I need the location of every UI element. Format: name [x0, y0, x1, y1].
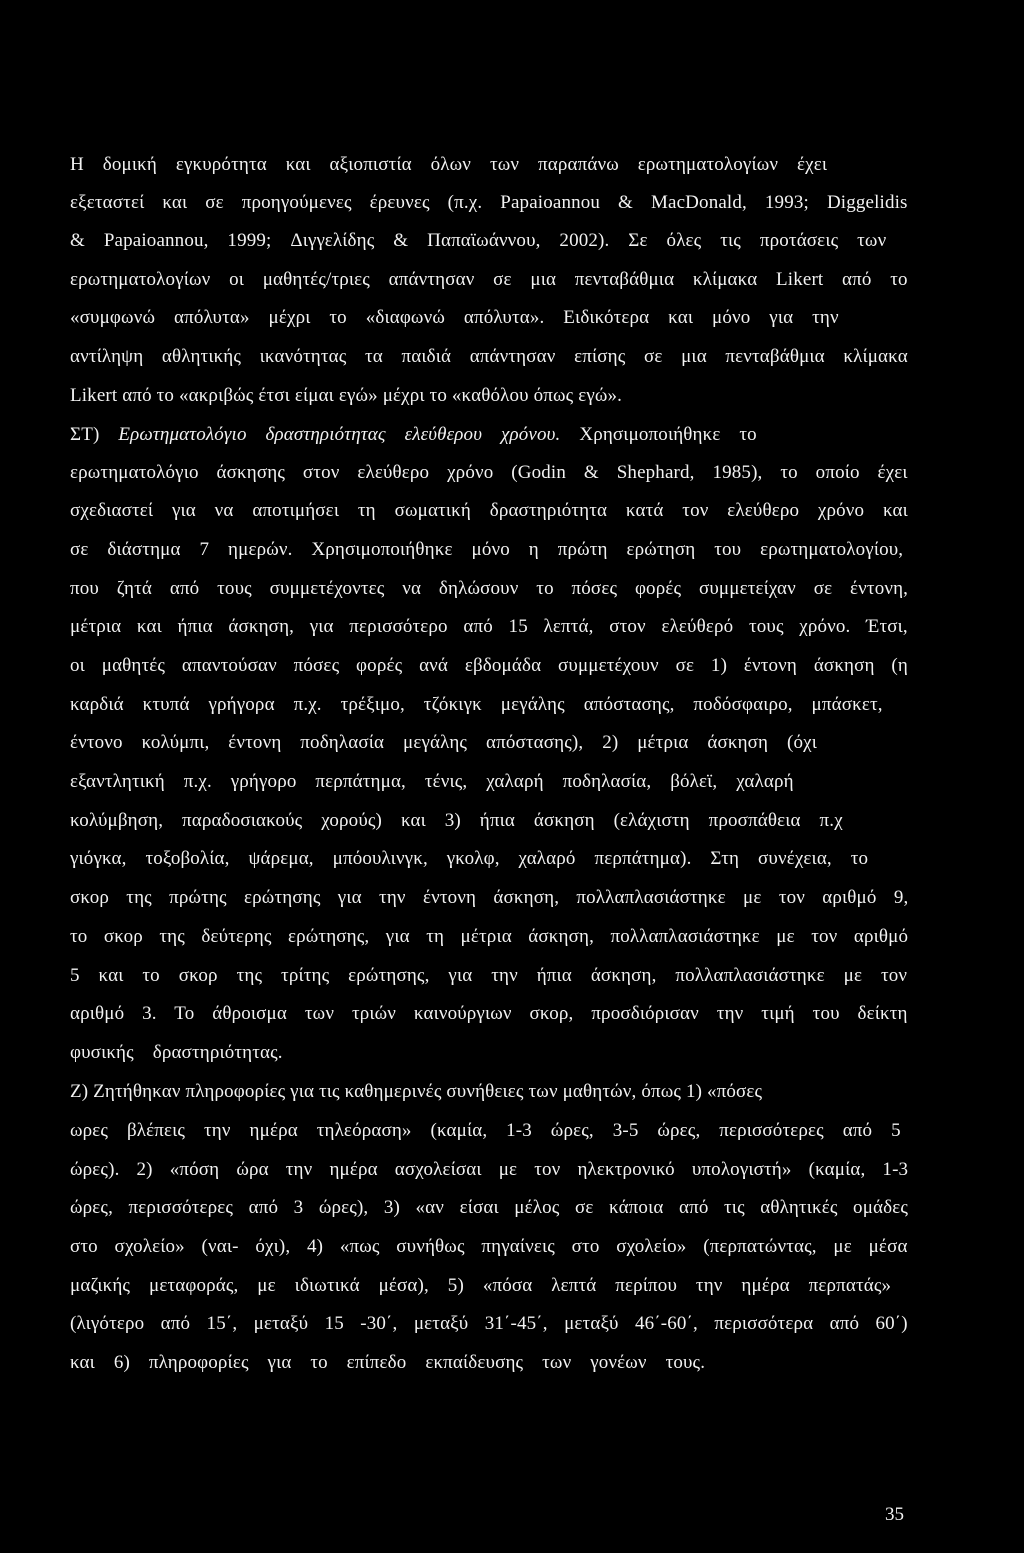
text-line: (λιγότερο από 15΄, μεταξύ 15 -30΄, μεταξύ 31΄-45΄, μεταξύ 46΄-60΄, περισσότερα από 60΄) — [70, 1313, 908, 1334]
text-line: καρδιά κτυπά γρήγορα π.χ. τρέξιμο, τζόκιγκ μεγάλης απόστασης, ποδόσφαιρο, μπάσκετ, — [70, 694, 883, 715]
text-line: κολύμβηση, παραδοσιακούς χορούς) και 3) ήπια άσκηση (ελάχιστη προσπάθεια π.χ — [70, 810, 843, 831]
text-line: «συμφωνώ απόλυτα» μέχρι το «διαφωνώ απόλυτα». Ειδικότερα και μόνο για την — [70, 307, 839, 328]
text-line: σκορ της πρώτης ερώτησης για την έντονη άσκηση, πολλαπλασιάστηκε με τον αριθμό 9, — [70, 887, 909, 908]
text-line: & Papaioannou, 1999; Διγγελίδης & Παπαϊωάννου, 2002). Σε όλες τις προτάσεις των — [70, 230, 887, 251]
text-line: φυσικής δραστηριότητας. — [70, 1042, 283, 1063]
text-line: σε διάστημα 7 ημερών. Χρησιμοποιήθηκε μόνο η πρώτη ερώτηση του ερωτηματολογίου, — [70, 539, 904, 560]
text-line: γιόγκα, τοξοβολία, ψάρεμα, μπόουλινγκ, γκολφ, χαλαρό περπάτημα). Στη συνέχεια, το — [70, 848, 869, 869]
heading-title: Ερωτηματολόγιο δραστηριότητας ελεύθερου χρόνου. — [118, 424, 561, 445]
text-line: και 6) πληροφορίες για το επίπεδο εκπαίδευσης των γονέων τους. — [70, 1352, 706, 1373]
text-line: το σκορ της δεύτερης ερώτησης, για τη μέτρια άσκηση, πολλαπλασιάστηκε με τον αριθμό — [70, 926, 909, 947]
text-line: εξεταστεί και σε προηγούμενες έρευνες (π.χ. Papaioannou & MacDonald, 1993; Diggelidis — [70, 192, 908, 213]
text-line: εξαντλητική π.χ. γρήγορο περπάτημα, τένις, χαλαρή ποδηλασία, βόλεϊ, χαλαρή — [70, 771, 794, 792]
text-line: αντίληψη αθλητικής ικανότητας τα παιδιά απάντησαν επίσης σε μια πενταβάθμια κλίμακα — [70, 346, 908, 367]
text-line: ώρες). 2) «πόση ώρα την ημέρα ασχολείσαι με τον ηλεκτρονικό υπολογιστή» (καμία, 1-3 — [70, 1159, 909, 1180]
heading-suffix: Χρησιμοποιήθηκε το — [560, 424, 757, 445]
text-line: ερωτηματολογίων οι μαθητές/τριες απάντησαν σε μια πενταβάθμια κλίμακα Likert από το — [70, 269, 908, 290]
text-line: αριθμό 3. Το άθροισμα των τριών καινούργιων σκορ, προσδιόρισαν την τιμή του δείκτη — [70, 1003, 908, 1024]
text-line: Likert από το «ακριβώς έτσι είμαι εγώ» μέχρι το «καθόλου όπως εγώ». — [70, 385, 623, 406]
text-line: Ζ) Ζητήθηκαν πληροφορίες για τις καθημερινές συνήθειες των μαθητών, όπως 1) «πόσες — [70, 1081, 763, 1102]
page-number: 35 — [885, 1504, 904, 1525]
text-line: ερωτηματολόγιο άσκησης στον ελεύθερο χρόνο (Godin & Shephard, 1985), το οποίο έχει — [70, 462, 908, 483]
text-line: στο σχολείο» (ναι- όχι), 4) «πως συνήθως πηγαίνεις στο σχολείο» (περπατώντας, με μέσα — [70, 1236, 908, 1257]
text-line: σχεδιαστεί για να αποτιμήσει τη σωματική δραστηριότητα κατά τον ελεύθερο χρόνο και — [70, 500, 908, 521]
text-line: μαζικής μεταφοράς, με ιδιωτικά μέσα), 5) «πόσα λεπτά περίπου την ημέρα περπατάς» — [70, 1275, 892, 1296]
text-line: έντονο κολύμπι, έντονη ποδηλασία μεγάλης απόστασης), 2) μέτρια άσκηση (όχι — [70, 732, 818, 753]
text-line: 5 και το σκορ της τρίτης ερώτησης, για την ήπια άσκηση, πολλαπλασιάστηκε με τον — [70, 965, 908, 986]
text-line: μέτρια και ήπια άσκηση, για περισσότερο από 15 λεπτά, στον ελεύθερό τους χρόνο. Έτσι, — [70, 616, 908, 637]
heading-prefix: ΣΤ) — [70, 424, 119, 445]
text-line: ωρες βλέπεις την ημέρα τηλεόραση» (καμία, 1-3 ώρες, 3-5 ώρες, περισσότερες από 5 — [70, 1120, 901, 1141]
text-line: που ζητά από τους συμμετέχοντες να δηλώσουν το πόσες φορές συμμετείχαν σε έντονη, — [70, 578, 909, 599]
text-line: Η δομική εγκυρότητα και αξιοπιστία όλων των παραπάνω ερωτηματολογίων έχει — [70, 154, 828, 175]
text-line: οι μαθητές απαντούσαν πόσες φορές ανά εβδομάδα συμμετέχουν σε 1) έντονη άσκηση (η — [70, 655, 908, 676]
text-line: ώρες, περισσότερες από 3 ώρες), 3) «αν είσαι μέλος σε κάποια από τις αθλητικές ομάδες — [70, 1197, 909, 1218]
section-heading-line — [70, 423, 757, 447]
